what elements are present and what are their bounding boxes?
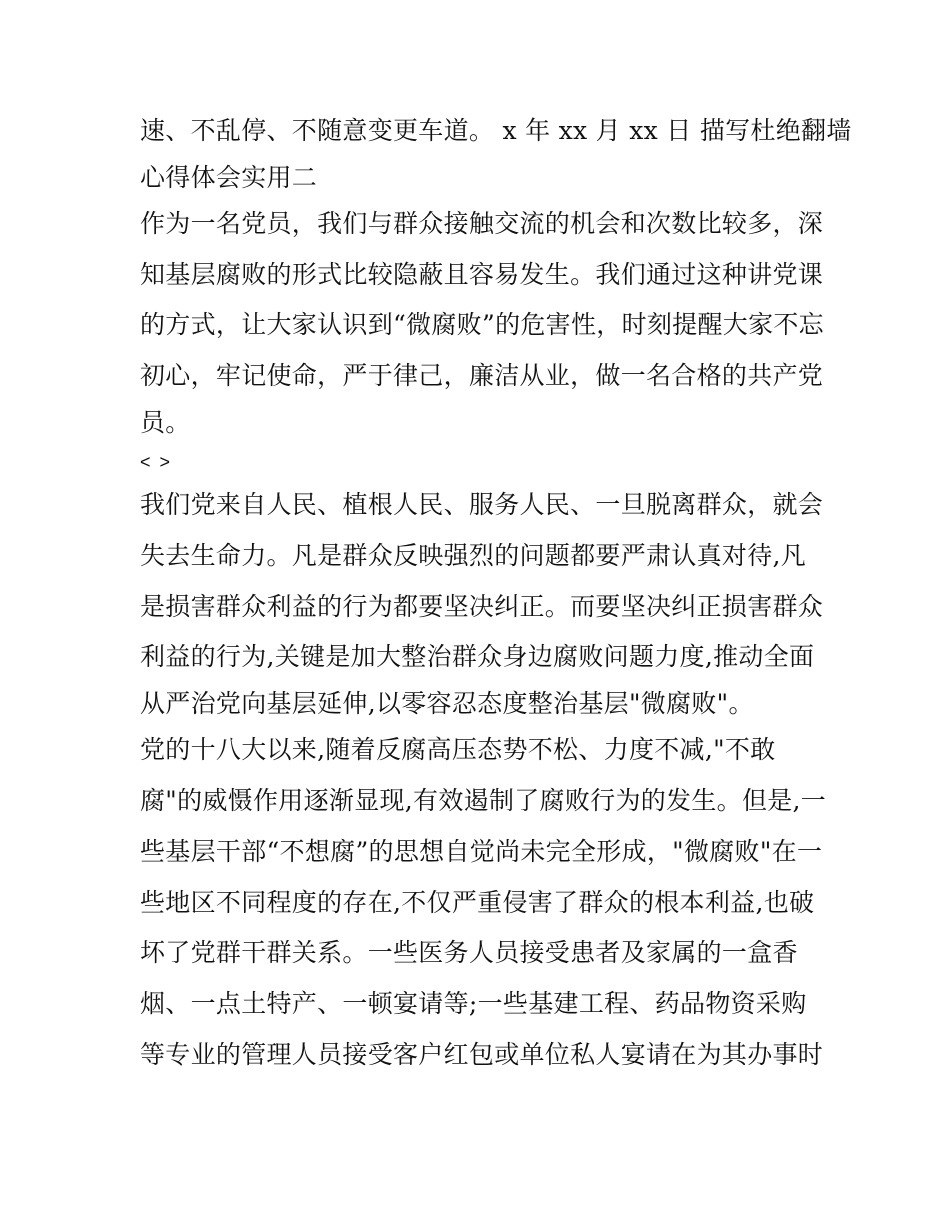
text-line: 从严治党向基层延伸,以零容忍态度整治基层"微腐败"。 <box>140 689 754 719</box>
text-line: 速、不乱停、不随意变更车道。 x 年 xx 月 xx 日 描写杜绝翻墙 <box>140 116 852 145</box>
text-line: 坏了党群干群关系。一些医务人员接受患者及家属的一盒香 <box>140 938 798 968</box>
text-line: 党的十八大以来,随着反腐高压态势不松、力度不减,"不敢 <box>140 735 776 765</box>
text-line: 员。 <box>140 407 191 437</box>
text-line: 我们党来自人民、植根人民、服务人民、一旦脱离群众，就会 <box>140 489 824 519</box>
text-line: 利益的行为,关键是加大整治群众身边腐败问题力度,推动全面 <box>140 642 815 672</box>
document-body <box>140 106 852 1081</box>
text-line: 些地区不同程度的存在,不仅严重侵害了群众的根本利益,也破 <box>140 887 815 917</box>
text-line: 些基层干部“不想腐”的思想自觉尚未完全形成，"微腐败"在一 <box>140 836 823 866</box>
text-line: 知基层腐败的形式比较隐蔽且容易发生。我们通过这种讲党课 <box>140 259 824 289</box>
text-line: 的方式，让大家认识到“微腐败”的危害性，时刻提醒大家不忘 <box>140 310 824 340</box>
text-line: 是损害群众利益的行为都要坚决纠正。而要坚决纠正损害群众 <box>140 591 824 621</box>
text-line: 初心，牢记使命，严于律己，廉洁从业，做一名合格的共产党 <box>140 361 824 391</box>
text-line: 烟、一点土特产、一顿宴请等;一些基建工程、药品物资采购 <box>140 989 807 1019</box>
text-line: 腐"的威慑作用逐渐显现,有效遏制了腐败行为的发生。但是,一 <box>140 785 827 815</box>
text-line: 作为一名党员，我们与群众接触交流的机会和次数比较多，深 <box>140 208 824 238</box>
section-title: 心得体会实用二 <box>140 162 318 192</box>
separator-marker: < > <box>140 451 173 472</box>
text-line: 失去生命力。凡是群众反映强烈的问题都要严肃认真对待,凡 <box>140 540 807 570</box>
text-line: 等专业的管理人员接受客户红包或单位私人宴请在为其办事时 <box>140 1039 824 1069</box>
